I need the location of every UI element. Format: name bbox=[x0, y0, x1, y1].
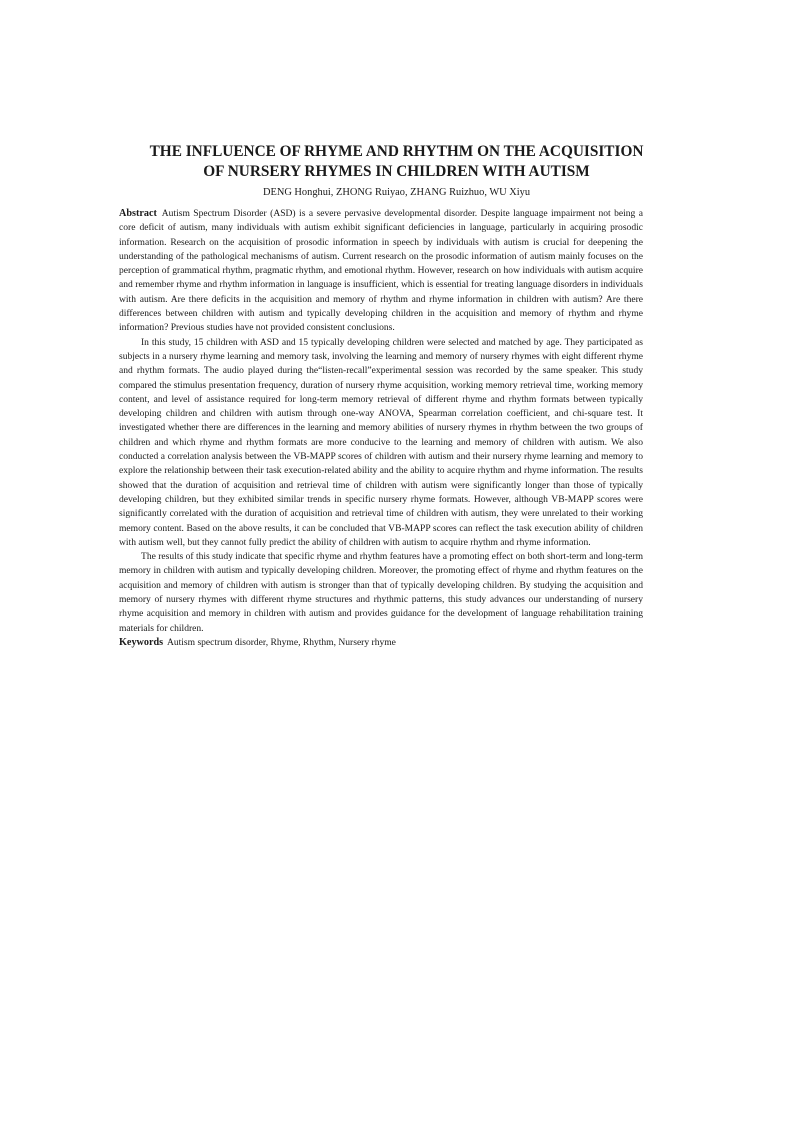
abstract-paragraph-1 bbox=[119, 207, 643, 336]
keywords-text: Autism spectrum disorder, Rhyme, Rhythm, Nursery rhyme bbox=[166, 636, 396, 648]
abstract-paragraph-2: In this study, 15 children with ASD and 15 typically developing children were selected and matched by age. They participated as subjects in a nursery rhyme learning and memory task, involving the learning and memory of nursery rhymes with eight different rhyme and rhythm formats. The audio played during the“listen-recall”experimental session was recorded by the same speaker. This study compared the stimulus presentation frequency, duration of nursery rhyme acquisition, working memory retrieval time, working memory content, and level of assistance required for long-term memory retrieval of different rhyme and rhythm formats between typically developing children and children with autism through one-way ANOVA, Spearman correlation coefficient, and chi-square test. It investigated whether there are differences in the learning and memory abilities of nursery rhymes in rhythm between the two groups of children and which rhyme and rhythm formats are more conducive to the learning and memory of children with autism. We also conducted a correlation analysis between the VB-MAPP scores of children with autism and their nursery rhyme learning and memory to explore the relationship between their task execution-related ability and the ability to acquire rhythm and rhyme information. The results showed that the duration of acquisition and retrieval time of children with autism were significantly longer than those of typically developing children, but they exhibited similar trends in specific nursery rhyme formats. However, although VB-MAPP scores were significantly correlated with the duration of acquisition and retrieval time of children with autism, they were unrelated to their working memory content. Based on the above results, it can be concluded that VB-MAPP scores can reflect the task execution ability of children with autism well, but they cannot fully predict the ability of children with autism to acquire rhythm and rhyme information. bbox=[119, 336, 643, 548]
keywords-line bbox=[119, 636, 643, 650]
abstract-section bbox=[119, 207, 643, 650]
author-list: DENG Honghui, ZHONG Ruiyao, ZHANG Ruizhuo, WU Xiyu bbox=[262, 187, 531, 198]
paper-title bbox=[100, 142, 693, 181]
title-line-2: OF NURSERY RHYMES IN CHILDREN WITH AUTISM bbox=[203, 162, 590, 180]
abstract-text-1: Autism Spectrum Disorder (ASD) is a severe pervasive developmental disorder. Despite language impairment not being a core deficit of autism, many individuals with autism exhibit significant deficiencies in language, particularly in acquiring prosodic information. Research on the acquisition of prosodic information in speech by individuals with autism is crucial for deepening the understanding of the pathological mechanisms of autism. Current research on the prosodic information of autism mainly focuses on the perception of grammatical rhythm, pragmatic rhythm, and emotional rhythm. However, research on how individuals with autism acquire and remember rhyme and rhythm information in language is insufficient, which is essential for treating language disorders in individuals with autism. Are there deficits in the acquisition and memory of rhythm and rhyme information in children with autism? Are there differences between children with autism and typically developing children in the acquisition and memory of rhythm and rhyme information? Previous studies have not provided consistent conclusions. bbox=[119, 208, 643, 334]
title-line-1: THE INFLUENCE OF RHYME AND RHYTHM ON THE ACQUISITION bbox=[149, 143, 644, 160]
keywords-label: Keywords bbox=[119, 636, 164, 648]
abstract-paragraph-3: The results of this study indicate that specific rhyme and rhythm features have a promoting effect on both short-term and long-term memory in children with autism and typically developing children. Moreover, the promoting effect of rhyme and rhythm features on the acquisition and memory of children with autism is stronger than that of typically developing children. By studying the acquisition and memory of nursery rhymes with different rhyme structures and rhythmic patterns, this study advances our understanding of nursery rhyme acquisition and memory in children with autism and provides guidance for the development of language rehabilitation training materials for children. bbox=[119, 551, 643, 634]
abstract-label: Abstract bbox=[119, 208, 157, 219]
